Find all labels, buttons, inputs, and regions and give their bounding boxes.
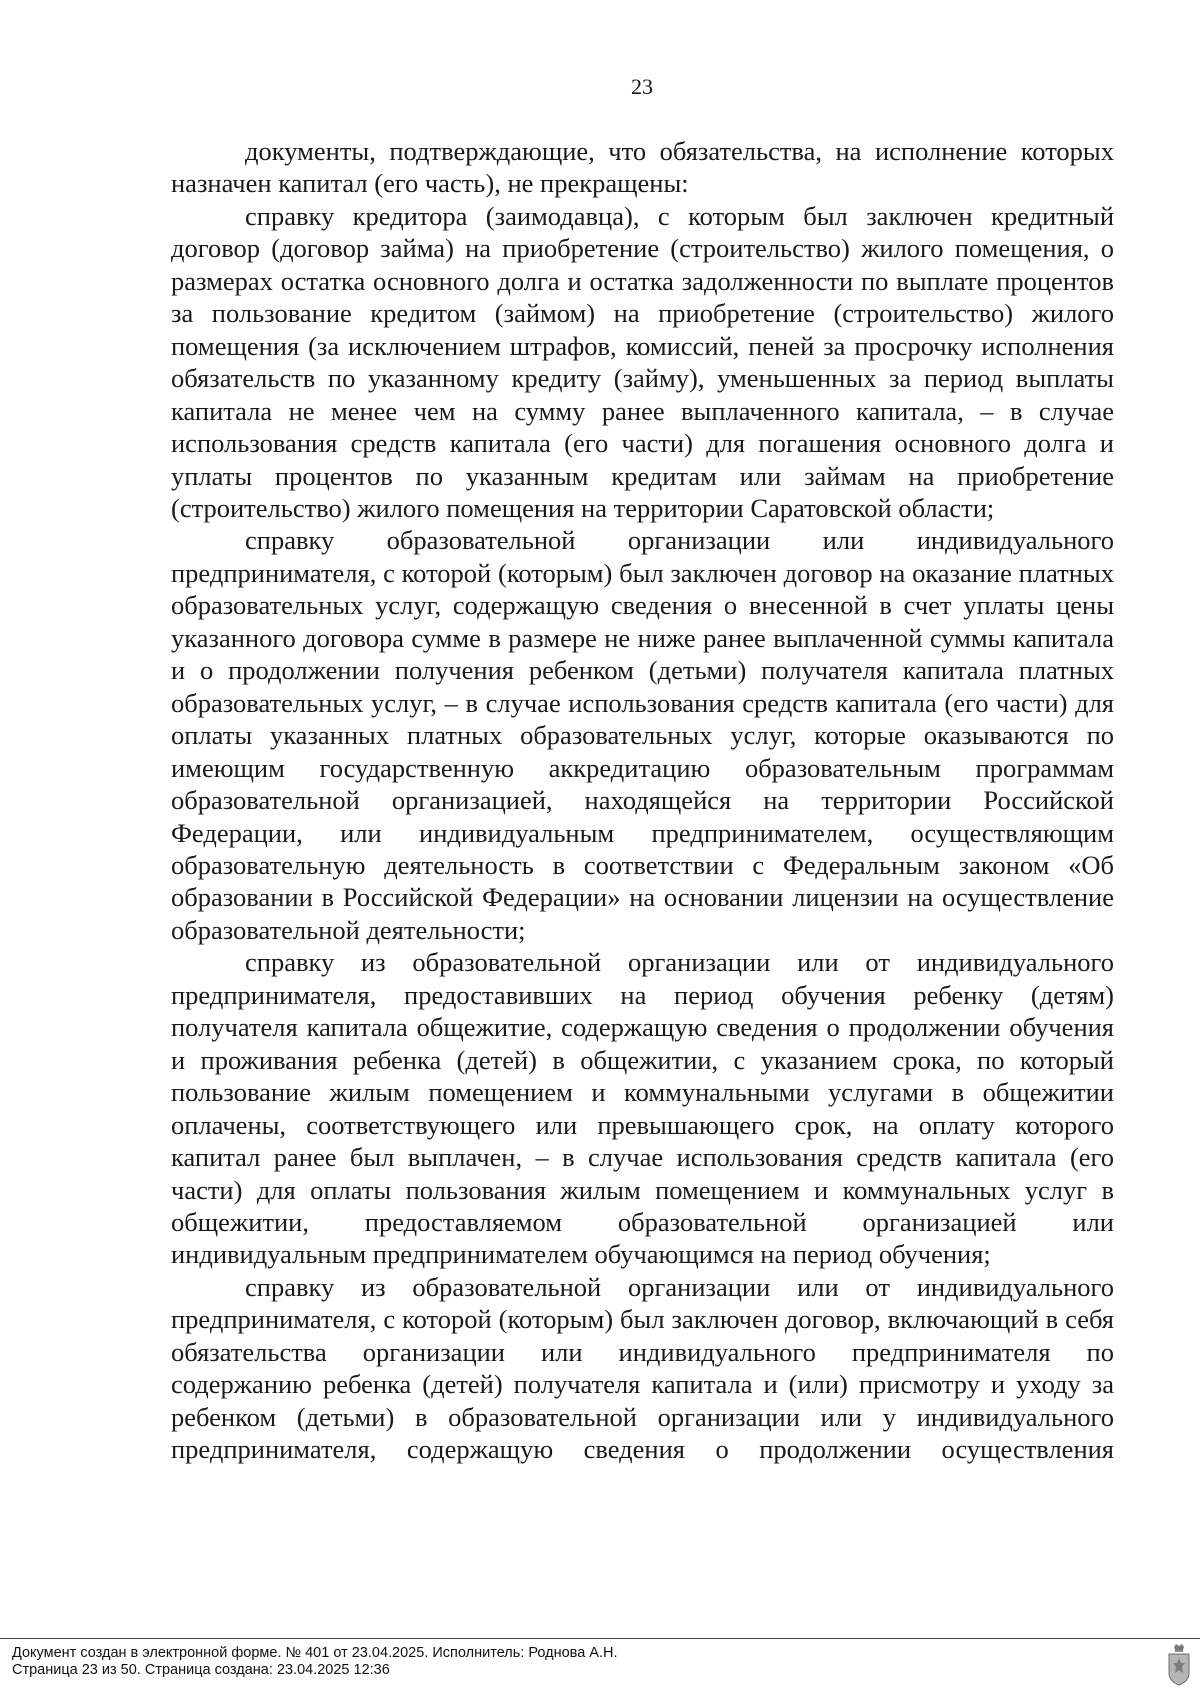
paragraph-creditor-certificate: справку кредитора (заимодавца), с которым был заключен кредитный договор (договор займа) на приобретение (строительство) жилого помещения, о размерах остатка основного долга и остатка задолженности по выплате процентов за пользование кредитом (займом) на приобретение (строительство) жилого помещения (за исключением штрафов, комиссий, пеней за просрочку исполнения обязательств по указанному кредиту (займу), уменьшенных за период выплаты капитала не менее чем на сумму ранее выплаченного капитала, – в случае использования средств капитала (его части) для погашения основного долга и уплаты процентов по указанным кредитам или займам на приобретение (строительство) жилого помещения на территории Саратовской области; xyxy=(171,200,1114,523)
page-number: 23 xyxy=(631,74,653,99)
paragraph-education-payment-certificate: справку образовательной организации или индивидуального предпринимателя, с которой (которым) был заключен договор на оказание платных образовательных услуг, содержащую сведения о внесенной в счет уплаты цены указанного договора сумме в размере не ниже ранее выплаченной суммы капитала и о продолжении получения ребенком (детьми) получателя капитала платных образовательных услуг, – в случае использования средств капитала (его части) для оплаты указанных платных образовательных услуг, которые оказываются по имеющим государственную аккредитацию образовательным программам образовательной организацией, находящейся на территории Российской Федерации, или индивидуальным предпринимателем, осуществляющим образовательную деятельность в соответствии с Федеральным законом «Об образовании в Российской Федерации» на основании лицензии на осуществление образовательной деятельности; xyxy=(171,525,1114,945)
paragraph-documents-intro: документы, подтверждающие, что обязательства, на исполнение которых назначен капитал (его часть), не прекращены: xyxy=(171,136,1114,199)
coat-of-arms-icon xyxy=(1166,1643,1192,1687)
document-footer xyxy=(0,1638,1200,1699)
footer-line-document-info: Документ создан в электронной форме. № 401 от 23.04.2025. Исполнитель: Роднова А.Н. xyxy=(12,1645,618,1661)
document-body xyxy=(171,135,1114,1466)
paragraph-dormitory-certificate: справку из образовательной организации или от индивидуального предпринимателя, предоставивших на период обучения ребенку (детям) получателя капитала общежитие, содержащую сведения о продолжении обучения и проживания ребенка (детей) в общежитии, с указанием срока, по который пользование жилым помещением и коммунальными услугами в общежитии оплачены, соответствующего или превышающего срок, на оплату которого капитал ранее был выплачен, – в случае использования средств капитала (его части) для оплаты пользования жилым помещением и коммунальных услуг в общежитии, предоставляемом образовательной организацией или индивидуальным предпринимателем обучающимся на период обучения; xyxy=(171,947,1114,1270)
footer-text xyxy=(12,1645,618,1679)
paragraph-childcare-certificate: справку из образовательной организации или от индивидуального предпринимателя, с которой (которым) был заключен договор, включающий в себя обязательства организации или индивидуального предпринимателя по содержанию ребенка (детей) получателя капитала и (или) присмотру и уходу за ребенком (детьми) в образовательной организации или у индивидуального предпринимателя, содержащую сведения о продолжении осуществления xyxy=(171,1271,1114,1465)
footer-line-page-info: Страница 23 из 50. Страница создана: 23.04.2025 12:36 xyxy=(12,1662,390,1678)
